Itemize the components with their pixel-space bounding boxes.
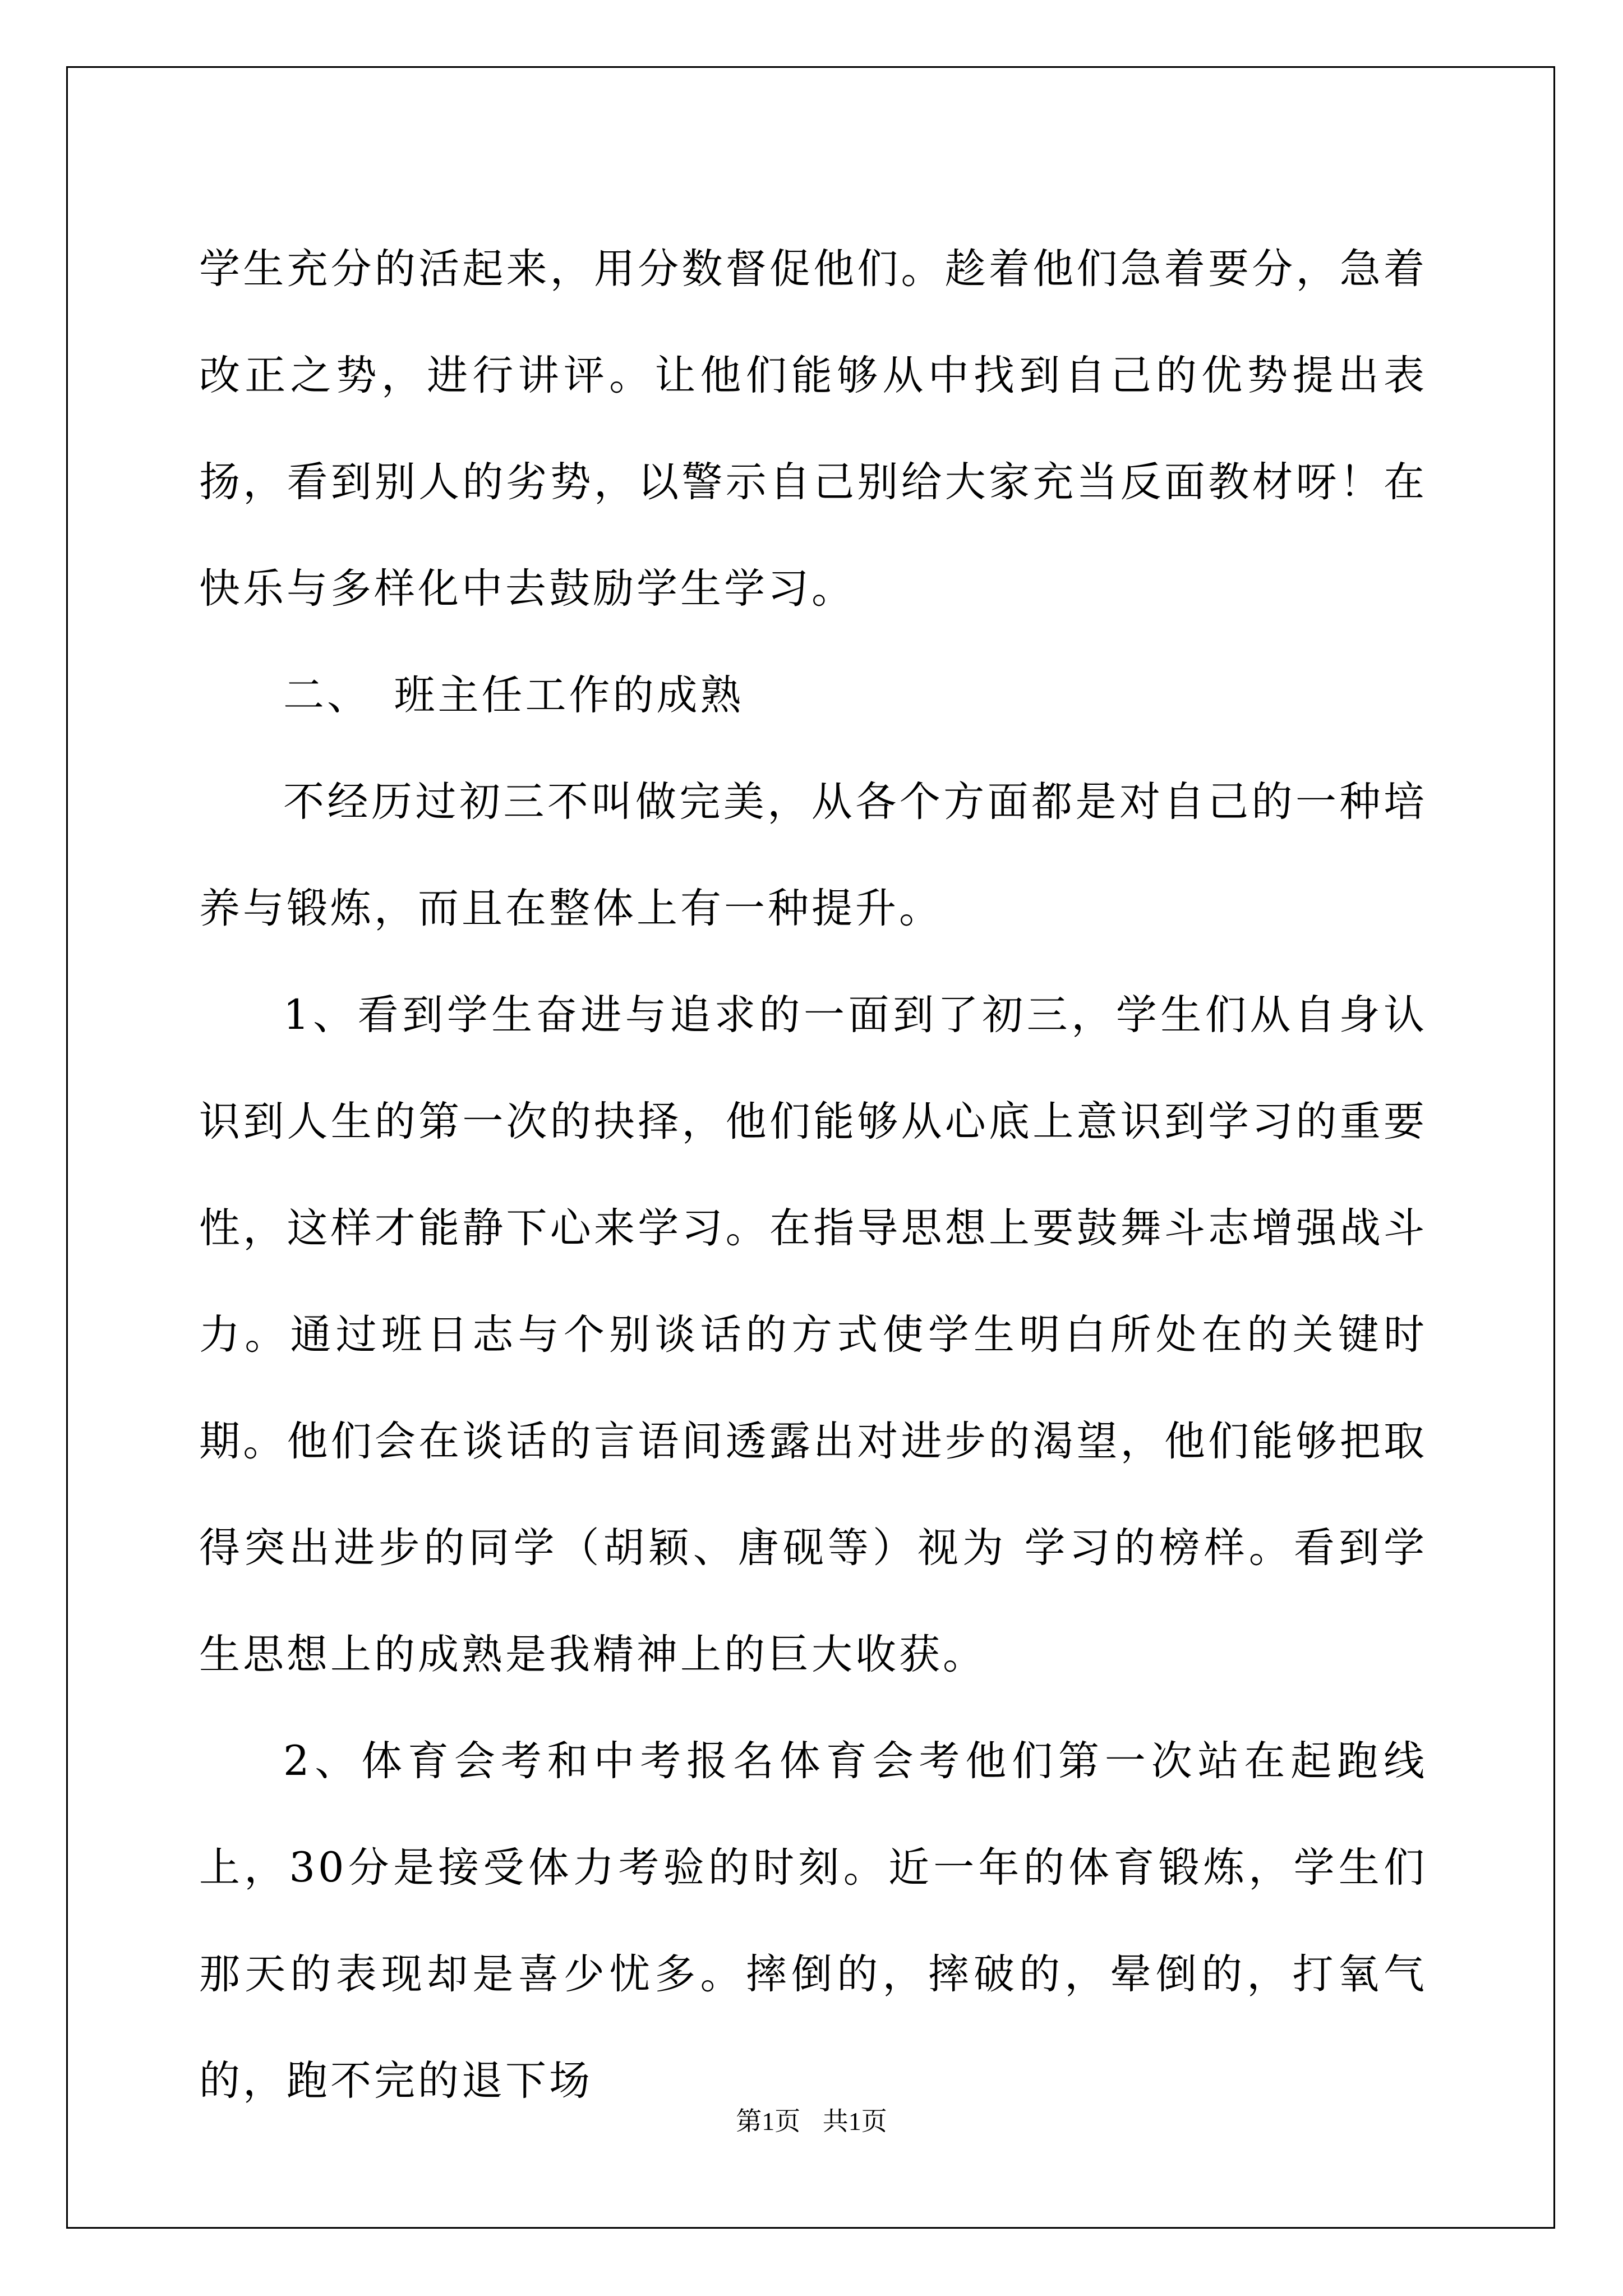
page-total: 共1页 — [822, 2107, 887, 2136]
paragraph-3: 1、看到学生奋进与追求的一面到了初三，学生们从自身认识到人生的第一次的抉择，他们能够从心底上意识到学习的重要性，这样才能静下心来学习。在指导思想上要鼓舞斗志增强战斗力。通过班日志与个别谈话的方式使学生明白所处在的关键时期。他们会在谈话的言语间透露出对进步的渴望，他们能够把取得突出进步的同学（胡颖、唐砚等）视为 学习的榜样。看到学生思想上的成熟是我精神上的巨大收获。 — [199, 991, 1427, 1678]
paragraph-1: 学生充分的活起来，用分数督促他们。趁着他们急着要分，急着改正之势，进行讲评。让他们能够从中找到自己的优势提出表扬，看到别人的劣势，以警示自己别给大家充当反面教材呀！在快乐与多样化中去鼓励学生学习。 — [199, 245, 1427, 613]
page-footer — [0, 2101, 1623, 2138]
document-body — [199, 216, 1427, 2134]
paragraph-4: 2、体育会考和中考报名体育会考他们第一次站在起跑线上，30分是接受体力考验的时刻。近一年的体育锻炼，学生们那天的表现却是喜少忧多。摔倒的，摔破的，晕倒的，打氧气的，跑不完的退下场 — [199, 1737, 1427, 2105]
section-heading: 二、 班主任工作的成熟 — [283, 671, 744, 719]
page-number: 第1页 — [736, 2107, 801, 2136]
paragraph-2: 不经历过初三不叫做完美，从各个方面都是对自己的一种培养与锻炼，而且在整体上有一种提升。 — [199, 778, 1427, 932]
